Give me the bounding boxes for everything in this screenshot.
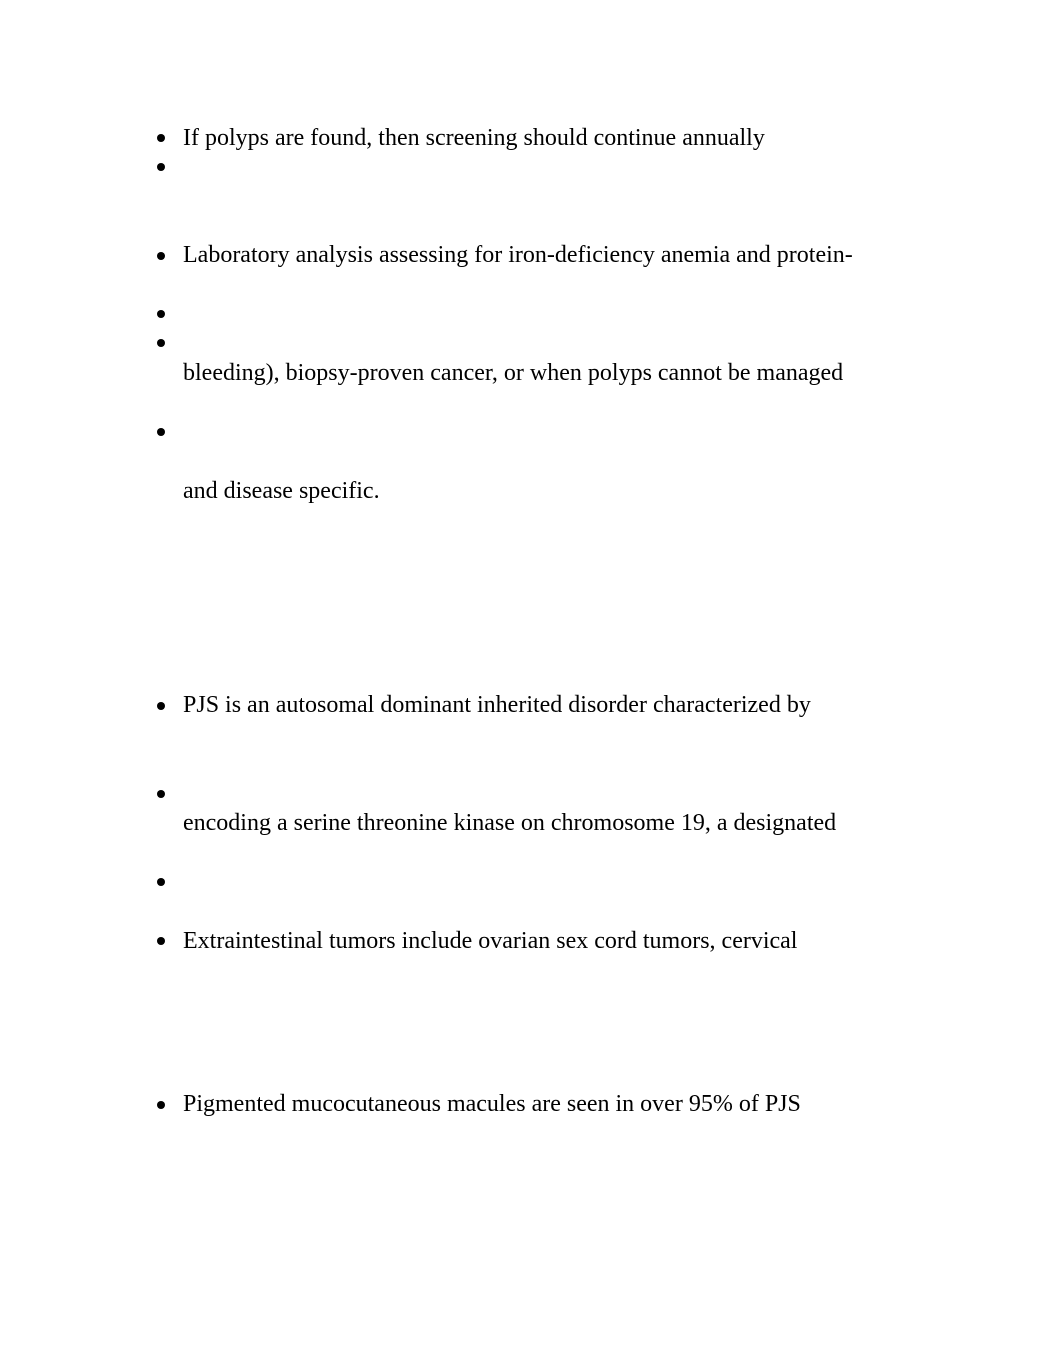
bullet-marker bbox=[157, 878, 165, 886]
bullet-marker bbox=[157, 937, 165, 945]
bullet-marker bbox=[157, 339, 165, 347]
body-text-line: Extraintestinal tumors include ovarian sex cord tumors, cervical bbox=[183, 928, 798, 954]
body-text-line: and disease specific. bbox=[183, 478, 380, 504]
bullet-marker bbox=[157, 310, 165, 318]
body-text-line: Pigmented mucocutaneous macules are seen in over 95% of PJS bbox=[183, 1091, 801, 1117]
body-text-line: Laboratory analysis assessing for iron-deficiency anemia and protein- bbox=[183, 242, 853, 268]
body-text-line: encoding a serine threonine kinase on chromosome 19, a designated bbox=[183, 810, 837, 836]
body-text-line: If polyps are found, then screening should continue annually bbox=[183, 125, 765, 151]
bullet-marker bbox=[157, 790, 165, 798]
bullet-marker bbox=[157, 163, 165, 171]
bullet-marker bbox=[157, 702, 165, 710]
bullet-marker bbox=[157, 1101, 165, 1109]
bullet-marker bbox=[157, 252, 165, 260]
bullet-marker bbox=[157, 428, 165, 436]
body-text-line: PJS is an autosomal dominant inherited disorder characterized by bbox=[183, 692, 811, 718]
bullet-marker bbox=[157, 134, 165, 142]
body-text-line: bleeding), biopsy-proven cancer, or when polyps cannot be managed bbox=[183, 360, 844, 386]
